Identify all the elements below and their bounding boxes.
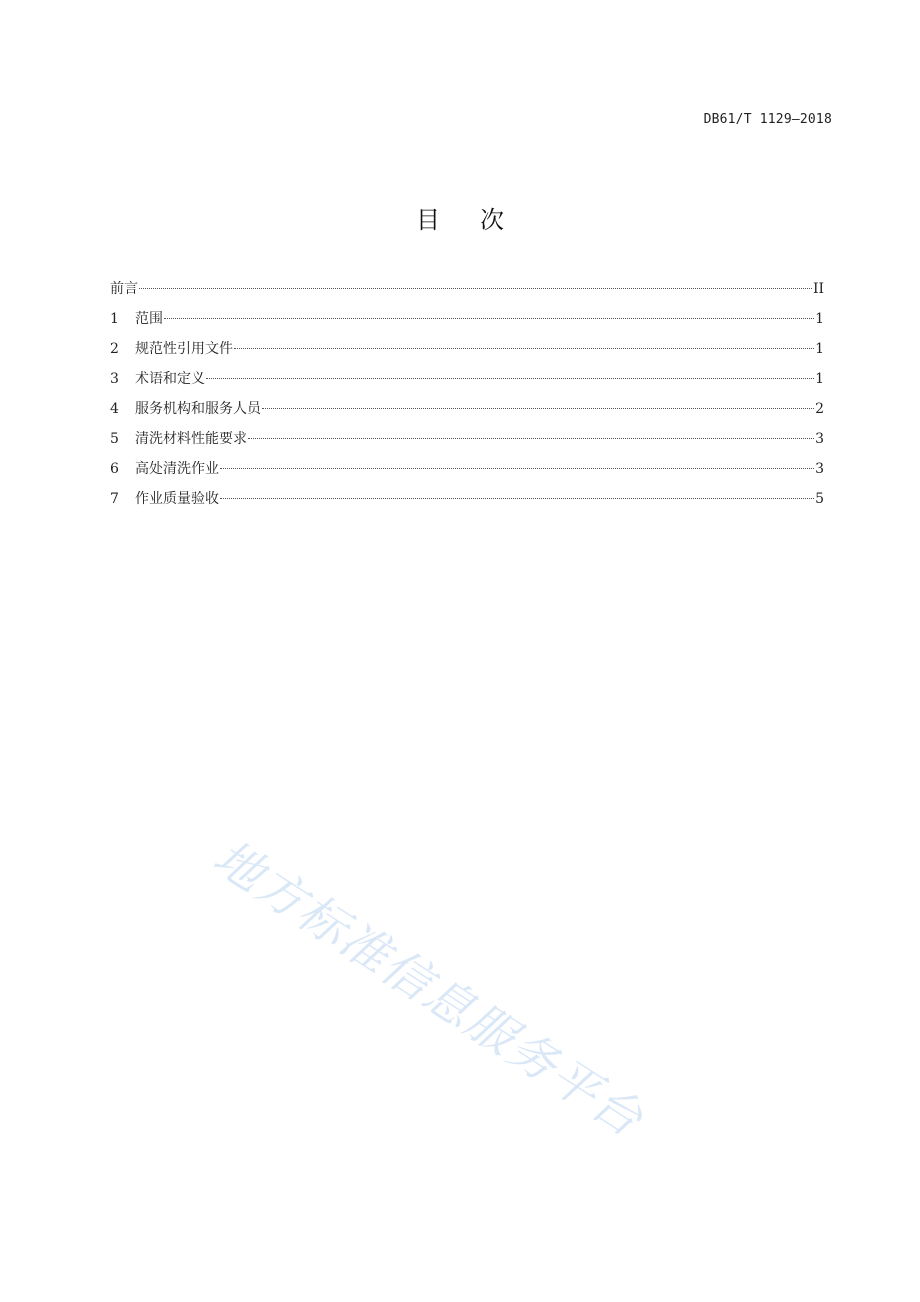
- toc-entry-label: 服务机构和服务人员: [135, 401, 261, 417]
- toc-entry-page: 1: [815, 371, 824, 387]
- toc-entry-page: 2: [815, 401, 824, 417]
- toc-entry-4[interactable]: [110, 398, 824, 428]
- toc-entry-page: 1: [815, 311, 824, 327]
- page-title: [0, 200, 920, 235]
- toc-entry-label: 术语和定义: [135, 371, 205, 387]
- toc-entry-number: 6: [110, 461, 119, 477]
- toc-entry-3[interactable]: [110, 368, 824, 398]
- toc-entry-page: 1: [815, 341, 824, 357]
- toc-entry-6[interactable]: [110, 458, 824, 488]
- toc-entry-5[interactable]: [110, 428, 824, 458]
- toc-entry-number: 5: [110, 431, 119, 447]
- toc-leader-dots: [248, 438, 814, 439]
- toc-entry-page: 3: [815, 461, 824, 477]
- watermark: 地方标准信息服务平台: [203, 829, 654, 1149]
- toc-entry-foreword[interactable]: [110, 278, 824, 308]
- toc-leader-dots: [234, 348, 814, 349]
- toc-entry-number: 7: [110, 491, 119, 507]
- toc-entry-page: 3: [815, 431, 824, 447]
- toc-entry-2[interactable]: [110, 338, 824, 368]
- toc-entry-page: 5: [815, 491, 824, 507]
- toc-entry-label: 作业质量验收: [135, 491, 219, 507]
- toc-entry-label: 前言: [110, 281, 138, 297]
- toc-leader-dots: [139, 288, 812, 289]
- toc-entry-page: II: [812, 281, 824, 297]
- toc-entry-number: 2: [110, 341, 119, 357]
- toc-entry-label: 规范性引用文件: [135, 341, 233, 357]
- toc-entry-number: 3: [110, 371, 119, 387]
- toc-leader-dots: [262, 408, 814, 409]
- toc-entry-number: 4: [110, 401, 119, 417]
- title-char-2: 次: [480, 206, 504, 234]
- toc-leader-dots: [220, 468, 814, 469]
- toc-entry-label: 清洗材料性能要求: [135, 431, 247, 447]
- toc-entry-1[interactable]: [110, 308, 824, 338]
- table-of-contents: [110, 278, 824, 518]
- title-char-1: 目: [416, 206, 440, 234]
- toc-entry-label: 范围: [135, 311, 163, 327]
- toc-leader-dots: [220, 498, 814, 499]
- toc-entry-7[interactable]: [110, 488, 824, 518]
- toc-leader-dots: [206, 378, 814, 379]
- toc-entry-label: 高处清洗作业: [135, 461, 219, 477]
- toc-entry-number: 1: [110, 311, 119, 327]
- toc-leader-dots: [164, 318, 814, 319]
- document-code: DB61/T 1129—2018: [703, 112, 832, 127]
